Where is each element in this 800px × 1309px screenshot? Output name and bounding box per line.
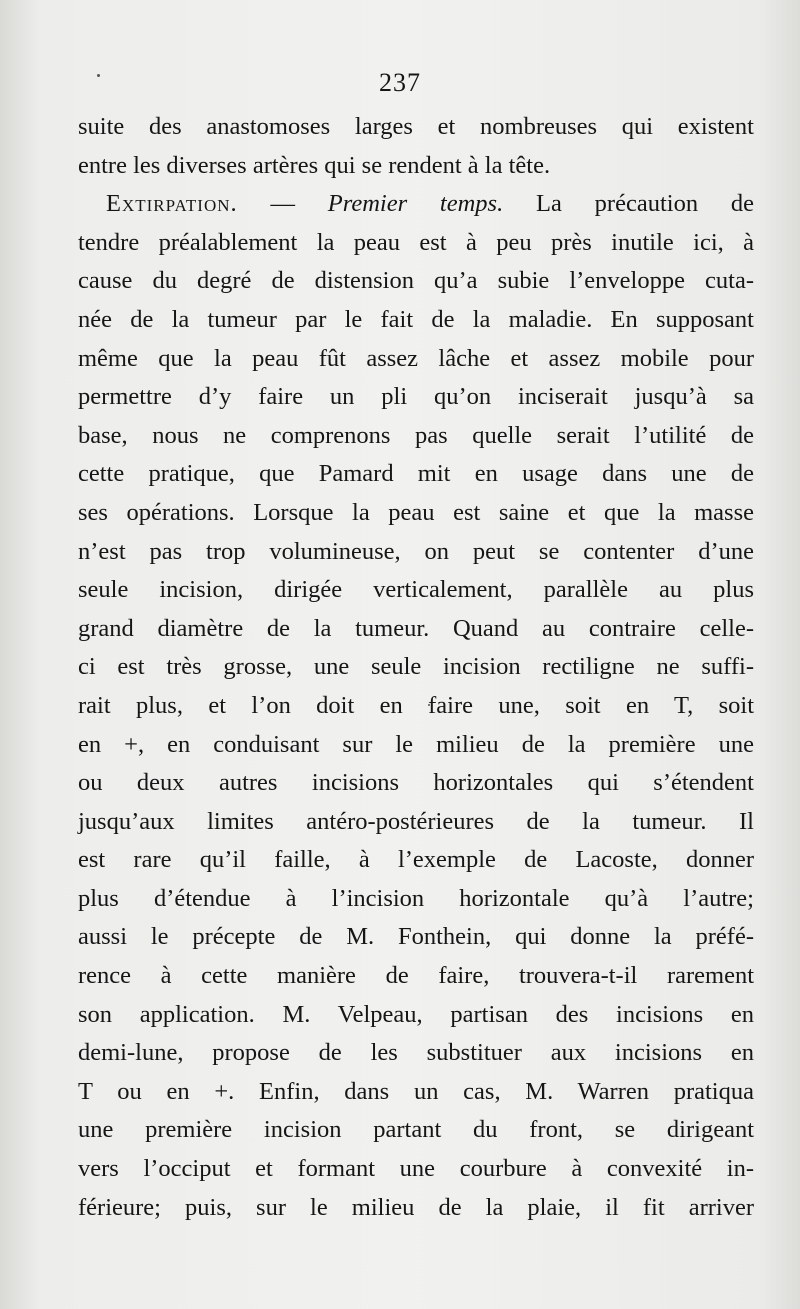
text-line: rence à cette manière de faire, trouvera-t-il rarement (78, 962, 754, 990)
text-line: tendre préalablement la peau est à peu près inutile ici, à (78, 228, 754, 256)
text-line: ou deux autres incisions horizontales qui s’étendent (78, 769, 754, 797)
text-fragment: La précaution de (503, 190, 754, 218)
text-line: est rare qu’il faille, à l’exemple de Lacoste, donner (78, 846, 754, 874)
text-line: base, nous ne comprenons pas quelle serait l’utilité de (78, 421, 754, 449)
text-line: cause du degré de distension qu’a subie l’enveloppe cuta- (78, 267, 754, 295)
text-fragment: — (237, 190, 328, 218)
text-line: ci est très grosse, une seule incision rectiligne ne suffi- (78, 653, 754, 681)
text-line: demi-lune, propose de les substituer aux incisions en (78, 1039, 754, 1067)
text-line: même que la peau fût assez lâche et assez mobile pour (78, 344, 754, 372)
text-line: ses opérations. Lorsque la peau est saine et que la masse (78, 498, 754, 526)
text-line: férieure; puis, sur le milieu de la plaie, il fit arriver (78, 1193, 754, 1221)
section-heading: Extirpation. (106, 190, 238, 218)
text-line: rait plus, et l’on doit en faire une, soit en T, soit (78, 691, 754, 719)
text-line: une première incision partant du front, se dirigeant (78, 1116, 754, 1144)
text-line: T ou en +. Enfin, dans un cas, M. Warren pratiqua (78, 1077, 754, 1105)
text-line: suite des anastomoses larges et nombreuses qui existent (78, 113, 754, 140)
text-line: en +, en conduisant sur le milieu de la première une (78, 730, 754, 758)
body-text (78, 108, 754, 1227)
text-line: son application. M. Velpeau, partisan des incisions en (78, 1000, 754, 1028)
text-line: plus d’étendue à l’incision horizontale qu’à l’autre; (78, 884, 754, 912)
text-line: aussi le précepte de M. Fonthein, qui donne la préfé- (78, 923, 754, 951)
text-line: jusqu’aux limites antéro-postérieures de la tumeur. Il (78, 807, 754, 835)
page-number: 237 (379, 68, 421, 97)
subheading-italic: Premier temps. (327, 190, 504, 218)
text-line: entre les diverses artères qui se rendent à la tête. (78, 151, 551, 179)
text-line: grand diamètre de la tumeur. Quand au contraire celle- (78, 614, 754, 642)
text-line: cette pratique, que Pamard mit en usage dans une de (78, 460, 754, 488)
text-line: permettre d’y faire un pli qu’on inciserait jusqu’à sa (78, 383, 754, 411)
text-line: vers l’occiput et formant une courbure à convexité in- (78, 1155, 754, 1183)
text-line (78, 185, 754, 224)
text-line: n’est pas trop volumineuse, on peut se contenter d’une (78, 537, 754, 565)
text-line: seule incision, dirigée verticalement, parallèle au plus (78, 576, 754, 604)
text-line: née de la tumeur par le fait de la maladie. En supposant (78, 305, 754, 333)
